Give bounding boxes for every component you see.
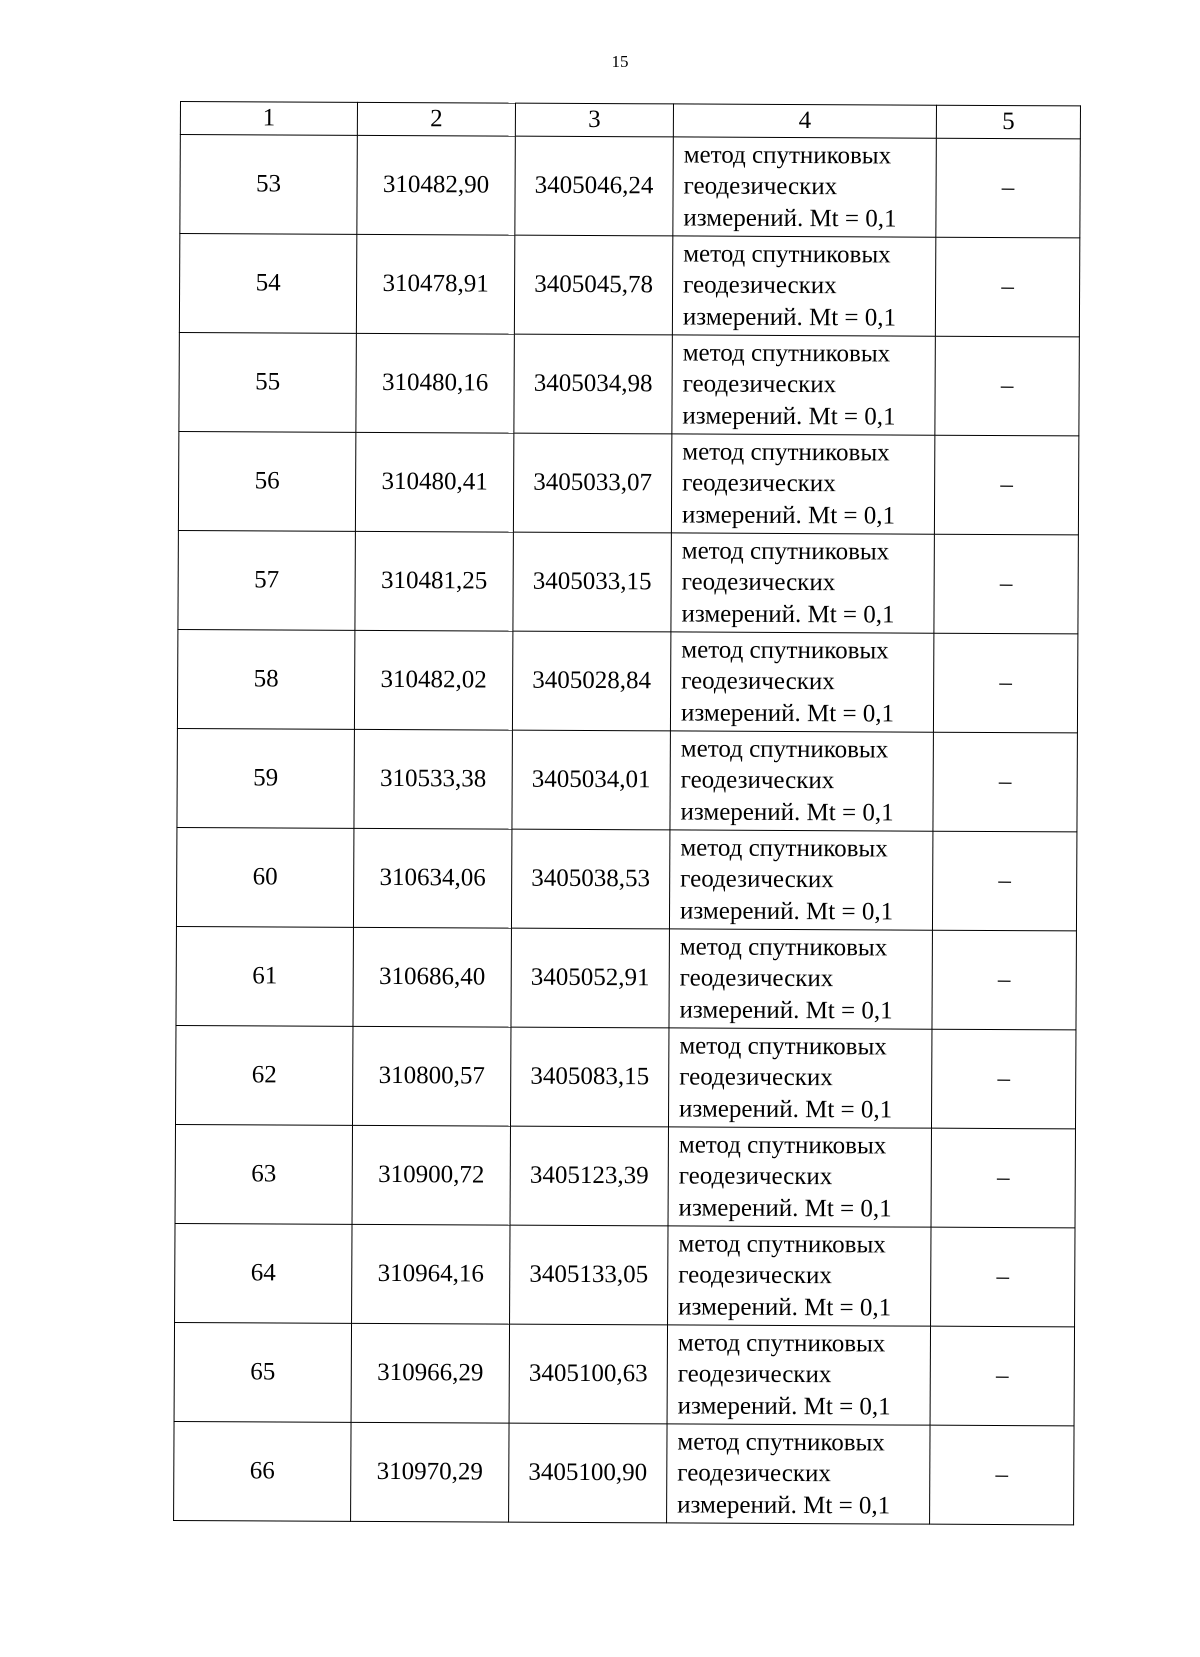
point-number-cell: 56 (178, 431, 355, 531)
note-cell: – (933, 732, 1077, 832)
y-coordinate-cell: 3405046,24 (515, 136, 673, 236)
method-line: измерений. Mt = 0,1 (678, 1194, 892, 1223)
note-cell: – (930, 1326, 1074, 1426)
table-row (177, 629, 1077, 732)
method-line: метод спутниковых (678, 1230, 886, 1259)
method-line: геодезических (683, 271, 837, 300)
note-cell: – (932, 930, 1076, 1030)
point-number-cell: 66 (174, 1421, 351, 1521)
method-line: измерений. Mt = 0,1 (682, 402, 896, 431)
method-line: метод спутниковых (679, 933, 888, 962)
point-number-cell: 57 (178, 530, 355, 630)
point-number-cell: 55 (179, 332, 356, 432)
point-number-cell: 62 (175, 1025, 352, 1125)
method-line: геодезических (677, 1459, 831, 1488)
method-line: метод спутниковых (677, 1428, 885, 1457)
method-line: измерений. Mt = 0,1 (682, 303, 897, 332)
method-line: геодезических (682, 370, 837, 399)
table-row (174, 1322, 1074, 1425)
x-coordinate-cell: 310478,91 (356, 234, 514, 334)
note-cell: – (931, 1029, 1075, 1129)
method-line: геодезических (681, 667, 835, 696)
x-coordinate-cell: 310686,40 (353, 927, 511, 1027)
method-line: метод спутниковых (683, 141, 892, 170)
table-row (174, 1421, 1074, 1524)
method-cell (670, 731, 933, 831)
method-cell (669, 929, 932, 1029)
method-cell (671, 533, 934, 633)
x-coordinate-cell: 310800,57 (352, 1026, 510, 1126)
x-coordinate-cell: 310482,90 (357, 135, 515, 235)
method-line: геодезических (679, 964, 834, 993)
method-cell (670, 632, 933, 732)
y-coordinate-cell: 3405034,98 (514, 334, 672, 434)
header-cell-3: 3 (515, 103, 673, 137)
table-row (178, 530, 1078, 633)
method-line: измерений. Mt = 0,1 (679, 897, 894, 926)
y-coordinate-cell: 3405033,15 (513, 532, 671, 632)
page-number: 15 (611, 52, 629, 71)
note-cell: – (932, 831, 1076, 931)
y-coordinate-cell: 3405052,91 (511, 928, 669, 1028)
table-row (175, 1223, 1075, 1326)
method-line: метод спутниковых (677, 1329, 886, 1358)
note-cell: – (931, 1128, 1075, 1228)
point-number-cell: 64 (175, 1223, 352, 1323)
method-line: геодезических (679, 1063, 833, 1092)
y-coordinate-cell: 3405038,53 (511, 829, 669, 929)
y-coordinate-cell: 3405083,15 (510, 1027, 668, 1127)
method-line: геодезических (680, 865, 834, 894)
y-coordinate-cell: 3405028,84 (512, 631, 670, 731)
note-cell: – (935, 237, 1079, 337)
method-line: метод спутниковых (678, 1131, 887, 1160)
method-line: измерений. Mt = 0,1 (680, 699, 895, 728)
method-line: метод спутниковых (682, 438, 890, 467)
method-cell (668, 1226, 931, 1326)
method-line: геодезических (677, 1360, 832, 1389)
method-line: измерений. Mt = 0,1 (681, 501, 896, 530)
method-line: геодезических (678, 1162, 833, 1191)
x-coordinate-cell: 310482,02 (354, 630, 512, 730)
point-number-cell: 58 (177, 629, 354, 729)
x-coordinate-cell: 310480,16 (356, 333, 514, 433)
x-coordinate-cell: 310481,25 (355, 531, 513, 631)
y-coordinate-cell: 3405133,05 (510, 1225, 668, 1325)
table-row (176, 926, 1076, 1029)
point-number-cell: 61 (176, 926, 353, 1026)
method-line: измерений. Mt = 0,1 (681, 600, 895, 629)
method-line: измерений. Mt = 0,1 (677, 1491, 891, 1520)
method-line: метод спутниковых (681, 636, 889, 665)
note-cell: – (933, 633, 1077, 733)
method-cell (668, 1127, 931, 1227)
method-cell (667, 1325, 930, 1425)
note-cell: – (935, 336, 1079, 436)
x-coordinate-cell: 310964,16 (352, 1224, 510, 1324)
y-coordinate-cell: 3405123,39 (510, 1126, 668, 1226)
x-coordinate-cell: 310900,72 (352, 1125, 510, 1225)
table-body (174, 135, 1081, 1525)
x-coordinate-cell: 310480,41 (355, 432, 513, 532)
table-row (179, 234, 1079, 337)
method-line: метод спутниковых (679, 1032, 887, 1061)
y-coordinate-cell: 3405100,63 (509, 1324, 667, 1424)
header-row (180, 102, 1080, 139)
table-row (176, 827, 1076, 930)
point-number-cell: 54 (179, 234, 356, 334)
method-line: метод спутниковых (680, 735, 889, 764)
point-number-cell: 65 (174, 1322, 351, 1422)
method-cell (667, 1424, 930, 1524)
point-number-cell: 63 (175, 1124, 352, 1224)
method-cell (672, 236, 935, 336)
method-line: геодезических (678, 1261, 832, 1290)
table-row (177, 728, 1077, 831)
method-line: измерений. Mt = 0,1 (680, 798, 894, 827)
table-row (178, 431, 1078, 534)
y-coordinate-cell: 3405034,01 (512, 730, 670, 830)
method-line: измерений. Mt = 0,1 (677, 1392, 891, 1421)
x-coordinate-cell: 310970,29 (351, 1422, 509, 1522)
method-line: измерений. Mt = 0,1 (679, 996, 893, 1025)
y-coordinate-cell: 3405033,07 (513, 433, 671, 533)
method-line: геодезических (681, 568, 836, 597)
x-coordinate-cell: 310634,06 (353, 828, 511, 928)
method-cell (672, 335, 935, 435)
table-row (175, 1025, 1075, 1128)
note-cell: – (930, 1425, 1074, 1525)
x-coordinate-cell: 310533,38 (354, 729, 512, 829)
method-line: метод спутниковых (680, 834, 888, 863)
method-cell (673, 137, 936, 237)
method-line: измерений. Mt = 0,1 (683, 204, 897, 233)
method-line: геодезических (683, 172, 838, 201)
method-line: измерений. Mt = 0,1 (678, 1293, 892, 1322)
table-row (175, 1124, 1075, 1227)
point-number-cell: 59 (177, 728, 354, 828)
y-coordinate-cell: 3405045,78 (514, 235, 672, 335)
method-line: геодезических (680, 766, 835, 795)
method-line: метод спутниковых (682, 339, 891, 368)
note-cell: – (931, 1227, 1075, 1327)
method-cell (669, 830, 932, 930)
note-cell: – (934, 534, 1078, 634)
header-cell-2: 2 (357, 102, 515, 136)
method-line: метод спутниковых (681, 537, 890, 566)
note-cell: – (936, 138, 1080, 238)
header-cell-4: 4 (673, 104, 936, 138)
method-cell (668, 1028, 931, 1128)
y-coordinate-cell: 3405100,90 (509, 1423, 667, 1523)
table-row (179, 332, 1079, 435)
method-line: измерений. Mt = 0,1 (679, 1095, 893, 1124)
header-cell-5: 5 (936, 105, 1080, 139)
header-cell-1: 1 (180, 102, 357, 136)
point-number-cell: 60 (176, 827, 353, 927)
method-line: метод спутниковых (683, 240, 891, 269)
x-coordinate-cell: 310966,29 (351, 1323, 509, 1423)
method-line: геодезических (682, 469, 836, 498)
note-cell: – (934, 435, 1078, 535)
method-cell (671, 434, 934, 534)
point-number-cell: 53 (180, 135, 357, 235)
coordinates-table (173, 101, 1081, 1525)
table-header (180, 102, 1080, 139)
table-row (180, 135, 1080, 238)
